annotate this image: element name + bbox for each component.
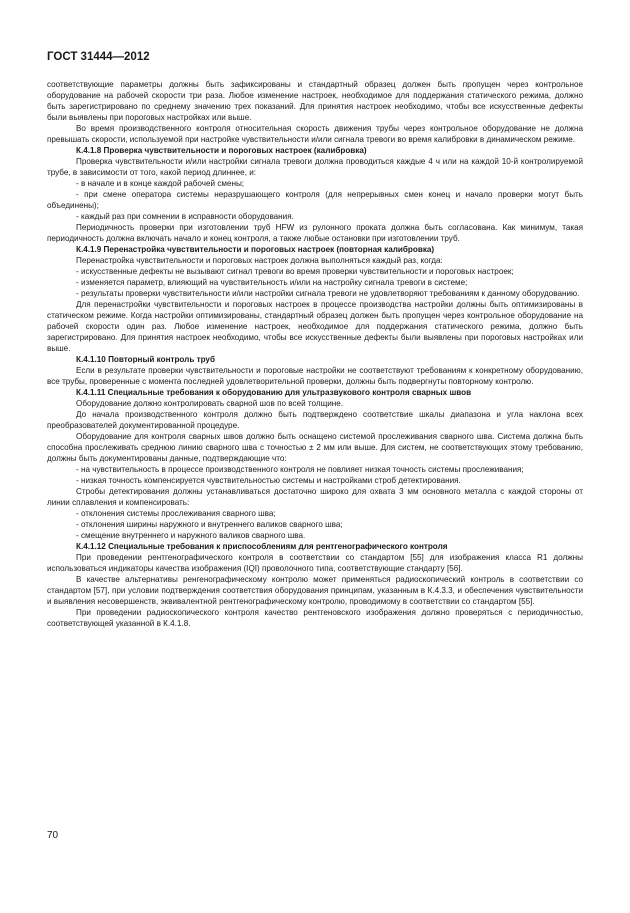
section-heading: К.4.1.12 Специальные требования к приспособлениям для рентгенографического контроля	[76, 542, 448, 551]
paragraph: Стробы детектирования должны устанавливаться достаточно широко для охвата 3 мм основного металла с каждой стороны от линии сплавления и компенсировать:	[47, 487, 583, 507]
document-body	[47, 79, 583, 629]
paragraph: Если в результате проверки чувствительности и пороговые настройки не соответствуют требованиям к конкретному оборудованию, все трубы, проверенные с момента последней удовлетворительной проверки, должны быть подвергнуты повторному контролю.	[47, 366, 583, 386]
list-item: - низкая точность компенсируется чувствительностью системы и настройками строб детектирования.	[76, 476, 461, 485]
paragraph: Проверка чувствительности и/или настройки сигнала тревоги должна проводиться каждые 4 ч или на каждой 10-й контролируемой трубе, в зависимости от того, какой период длиннее, и:	[47, 157, 583, 177]
paragraph: Во время производственного контроля относительная скорость движения трубы через контрольное оборудование не должна превышать скорости, используемой при настройке чувствительности и/или сигнала тревоги во время калибровки в динамическом режиме.	[47, 124, 583, 144]
list-item: - отклонения ширины наружного и внутреннего валиков сварного шва;	[76, 520, 343, 529]
paragraph: Периодичность проверки при изготовлении труб HFW из рулонного проката должна быть согласована. Как минимум, такая периодичность должна включать начало и конец контроля, а также любые остановки при изготовлении труб.	[47, 223, 583, 243]
paragraph: При проведении радиоскопического контроля качество рентгеновского изображения должно проверяться с периодичностью, соответствующей указанной в К.4.1.8.	[47, 608, 583, 628]
section-heading: К.4.1.9 Перенастройка чувствительности и пороговых настроек (повторная калибровка)	[76, 245, 435, 254]
list-item: - каждый раз при сомнении в исправности оборудования.	[76, 212, 294, 221]
paragraph: При проведении рентгенографического контроля в соответствии со стандартом [55] для изображения класса R1 должны использоваться индикаторы качества изображения (IQI) проволочного типа, соответствующие стандарту [56].	[47, 553, 583, 573]
section-heading: К.4.1.8 Проверка чувствительности и пороговых настроек (калибровка)	[76, 146, 367, 155]
list-item: - в начале и в конце каждой рабочей смены;	[76, 179, 245, 188]
paragraph: Оборудование должно контролировать сварной шов по всей толщине.	[76, 399, 344, 408]
section-heading: К.4.1.11 Специальные требования к оборудованию для ультразвукового контроля сварных швов	[76, 388, 472, 397]
paragraph: соответствующие параметры должны быть зафиксированы и стандартный образец должен быть пропущен через контрольное оборудование на рабочей скорости три раза. Любое изменение настроек, необходимое для поддержания статического режима, должно быть зарегистрировано по среднему значению трех показаний. Для принятия настроек необходимо, чтобы все искусственные дефекты были выявлены при пороговых настройках или выше.	[47, 80, 583, 122]
list-item: - на чувствительность в процессе производственного контроля не повлияет низкая точность системы прослеживания;	[76, 465, 524, 474]
list-item: - результаты проверки чувствительности и/или настройки сигнала тревоги не удовлетворяют требованиям к данному оборудованию.	[76, 289, 580, 298]
paragraph: Оборудование для контроля сварных швов должно быть оснащено системой прослеживания сварного шва. Система должна быть способна прослеживать среднюю линию сварного шва с точностью ± 2 мм или выше. Для систем, не соответствующих этому требованию, должны быть документированы данные, подтверждающие что:	[47, 432, 583, 463]
paragraph: Перенастройка чувствительности и пороговых настроек должна выполняться каждый раз, когда:	[76, 256, 443, 265]
document-header: ГОСТ 31444—2012	[47, 51, 150, 63]
list-item: - изменяется параметр, влияющий на чувствительность и/или на настройку сигнала тревоги в системе;	[76, 278, 468, 287]
list-item: - смещение внутреннего и наружного валиков сварного шва.	[76, 531, 306, 540]
list-item: - отклонения системы прослеживания сварного шва;	[76, 509, 276, 518]
section-heading: К.4.1.10 Повторный контроль труб	[76, 355, 215, 364]
paragraph: В качестве альтернативы ренгенографическому контролю может применяться радиоскопический контроль в соответствии со стандартом [57], при условии подтверждения соответствия оборудования принципам, указанным в К.4.3.3, и обеспечения чувствительности и выявления несовершенств, эквивалентной рентгенографическому контролю, проводимому в соответствии со стандартом [55].	[47, 575, 583, 606]
paragraph: Для перенастройки чувствительности и пороговых настроек в процессе производства настройки должны быть оптимизированы в статическом режиме. Когда настройки оптимизированы, стандартный образец должен быть пропущен через контрольное оборудование на рабочей скорости один раз. Любое изменение настроек, необходимое для поддержания статического режима, должно быть зарегистрировано. Для принятия настроек необходимо, чтобы все искусственные дефекты были выявлены при пороговых настройках или выше.	[47, 300, 583, 353]
list-item: - при смене оператора системы неразрушающего контроля (для непрерывных смен конец и начало проверки могут быть объединены);	[47, 190, 583, 210]
paragraph: До начала производственного контроля должно быть подтверждено соответствие шкалы диапазона и угла наклона всех преобразователей документированной процедуре.	[47, 410, 583, 430]
page-number: 70	[47, 830, 59, 841]
list-item: - искусственные дефекты не вызывают сигнал тревоги во время проверки чувствительности и пороговых настроек;	[76, 267, 514, 276]
